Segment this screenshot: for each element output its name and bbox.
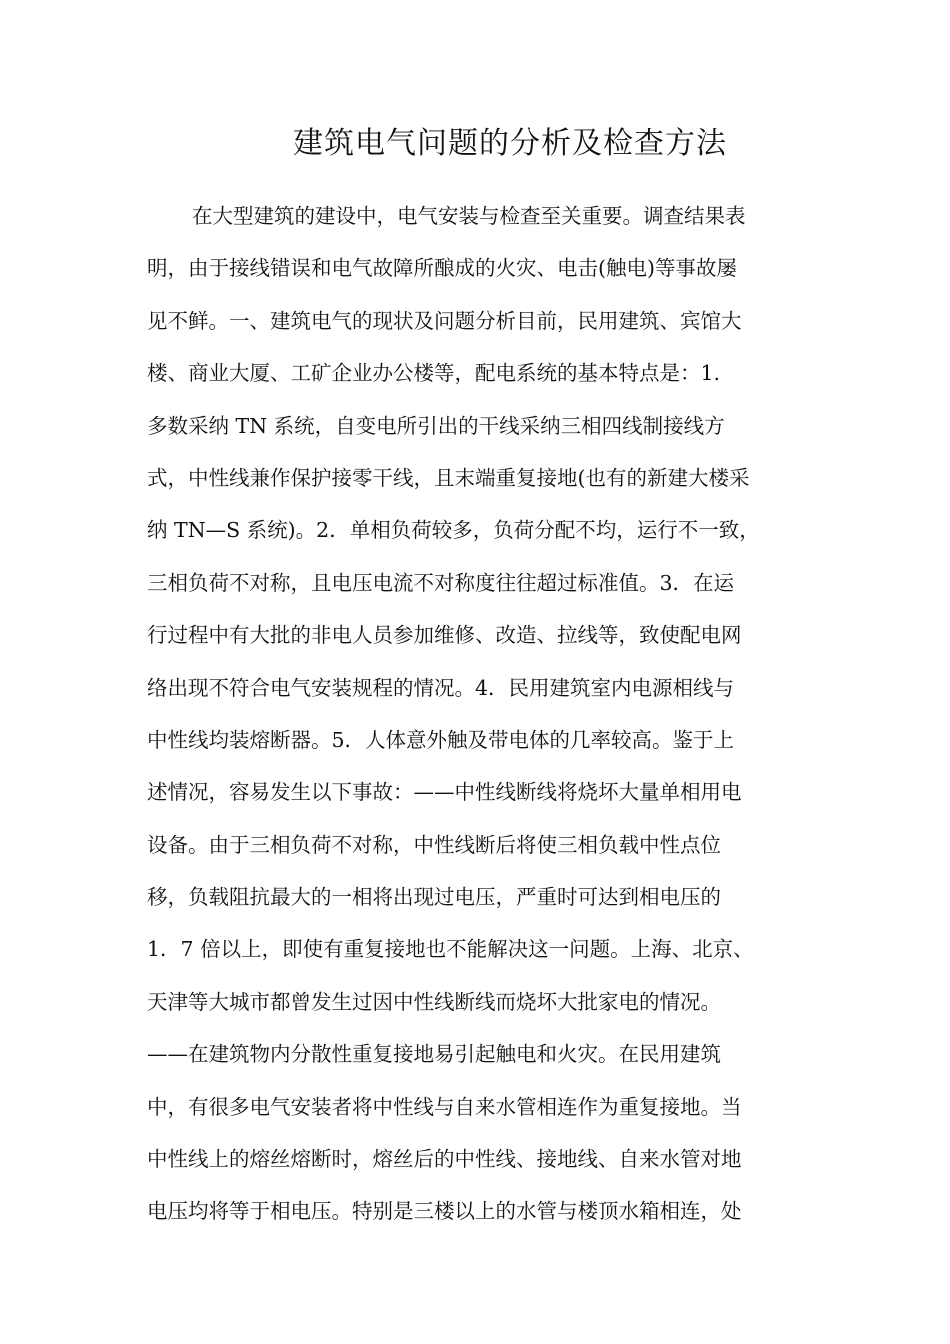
text-line: 明，由于接线错误和电气故障所酿成的火灾、电击(触电)等事故屡 [147, 256, 737, 281]
document-body [147, 190, 807, 1238]
text-line: 络出现不符合电气安装规程的情况。4．民用建筑室内电源相线与 [147, 675, 735, 700]
text-line: 在大型建筑的建设中，电气安装与检查至关重要。调查结果表 [192, 204, 746, 228]
text-line: 多数采纳 TN 系统，自变电所引出的干线采纳三相四线制接线方 [147, 413, 725, 438]
text-line: 三相负荷不对称，且电压电流不对称度往往超过标准值。3．在运 [147, 570, 735, 595]
text-line: 1．7 倍以上，即使有重复接地也不能解决这一问题。上海、北京、 [147, 937, 754, 962]
text-line: 式，中性线兼作保护接零干线，且末端重复接地(也有的新建大楼采 [147, 465, 750, 490]
text-line: 行过程中有大批的非电人员参加维修、改造、拉线等，致使配电网 [147, 623, 742, 648]
text-line: 纳 TN—S 系统)。2．单相负荷较多，负荷分配不均，运行不一致， [147, 518, 760, 543]
text-line: ——在建筑物内分散性重复接地易引起触电和火灾。在民用建筑 [147, 1042, 721, 1067]
text-line: 述情况，容易发生以下事故：——中性线断线将烧坏大量单相用电 [147, 780, 742, 805]
text-line: 天津等大城市都曾发生过因中性线断线而烧坏大批家电的情况。 [147, 989, 721, 1014]
text-line: 设备。由于三相负荷不对称，中性线断后将使三相负载中性点位 [147, 832, 721, 857]
text-line: 电压均将等于相电压。特别是三楼以上的水管与楼顶水箱相连，处 [147, 1199, 742, 1224]
text-line: 中性线均装熔断器。5．人体意外触及带电体的几率较高。鉴于上 [147, 727, 735, 752]
text-line: 见不鲜。一、建筑电气的现状及问题分析目前，民用建筑、宾馆大 [147, 308, 742, 333]
text-line: 中性线上的熔丝熔断时，熔丝后的中性线、接地线、自来水管对地 [147, 1147, 742, 1172]
document-title: 建筑电气问题的分析及检查方法 [293, 126, 727, 161]
text-line: 楼、商业大厦、工矿企业办公楼等，配电系统的基本特点是：1. [147, 361, 721, 386]
text-line: 中，有很多电气安装者将中性线与自来水管相连作为重复接地。当 [147, 1094, 742, 1119]
text-line: 移，负载阻抗最大的一相将出现过电压，严重时可达到相电压的 [147, 885, 721, 910]
